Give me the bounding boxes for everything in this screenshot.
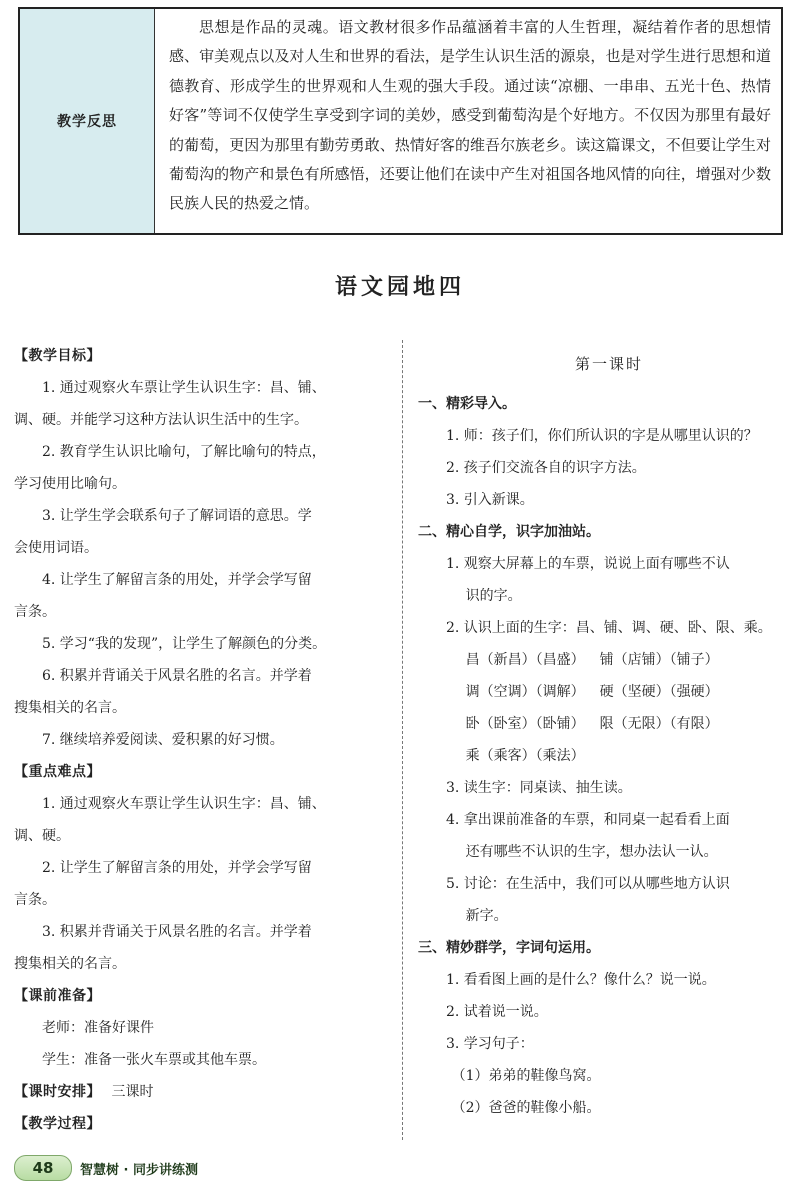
step-line: 3. 引入新课。 (446, 492, 534, 508)
word-entry: 卧（卧室）（卧铺） (465, 716, 585, 732)
lesson-title: 第一课时 (574, 355, 643, 373)
reflection-paragraph (169, 13, 771, 219)
step-line: 新字。 (465, 908, 508, 924)
column-divider (402, 340, 403, 1140)
key-line: 1. 通过观察火车票让学生认识生字：昌、铺、 (42, 796, 326, 812)
section-heading-key: 【重点难点】 (14, 764, 101, 780)
step-line: 2. 试着说一说。 (446, 1004, 548, 1020)
word-row (418, 676, 788, 708)
key-line: 言条。 (14, 892, 56, 908)
step-line: 还有哪些不认识的生字，想办法认一认。 (465, 844, 718, 860)
goal-line: 5. 学习“我的发现”，让学生了解颜色的分类。 (42, 636, 327, 652)
section-heading-prep: 【课前准备】 (14, 988, 101, 1004)
goal-line: 会使用词语。 (14, 540, 98, 556)
left-column (14, 340, 388, 1140)
schedule-row (14, 1076, 388, 1108)
step-line: 1. 看看图上画的是什么？像什么？说一说。 (446, 972, 716, 988)
step-line: 识的字。 (465, 588, 522, 604)
reflection-line: 产生对祖国各地风情的向往，增强对少数民族人民的热爱之情。 (169, 165, 771, 213)
section-heading-schedule: 【课时安排】 (14, 1084, 101, 1100)
section-heading-goals: 【教学目标】 (14, 348, 101, 364)
step-line: 3. 读生字：同桌读、抽生读。 (446, 780, 632, 796)
step-heading-1: 一、精彩导入。 (418, 396, 516, 412)
page-number: 48 (14, 1155, 72, 1181)
reflection-text (155, 9, 781, 233)
goal-line: 调、硬。并能学习这种方法认识生活中的生字。 (14, 412, 308, 428)
word-entry: 硬（坚硬）（强硬） (599, 684, 719, 700)
goal-line: 搜集相关的名言。 (14, 700, 126, 716)
goal-line: 学习使用比喻句。 (14, 476, 126, 492)
reflection-label: 教学反思 (20, 9, 155, 233)
step-line: 1. 观察大屏幕上的车票，说说上面有哪些不认 (446, 556, 730, 572)
key-line: 3. 积累并背诵关于风景名胜的名言。并学着 (42, 924, 312, 940)
key-line: 2. 让学生了解留言条的用处，并学会学写留 (42, 860, 312, 876)
word-row (418, 644, 788, 676)
step-line: 4. 拿出课前准备的车票，和同桌一起看看上面 (446, 812, 730, 828)
step-heading-2: 二、精心自学，识字加油站。 (418, 524, 600, 540)
step-heading-3: 三、精妙群学，字词句运用。 (418, 940, 600, 956)
goal-line: 1. 通过观察火车票让学生认识生字：昌、铺、 (42, 380, 326, 396)
step-line: 2. 认识上面的生字：昌、铺、调、硬、卧、限、乘。 (446, 620, 772, 636)
schedule-value: 三课时 (111, 1084, 154, 1100)
page-title: 语文园地四 (334, 274, 465, 300)
right-column (418, 340, 788, 1124)
word-entry: 限（无限）（有限） (599, 716, 719, 732)
word-entry: 乘（乘客）（乘法） (465, 748, 585, 764)
sentence-line: （2）爸爸的鞋像小船。 (451, 1100, 601, 1116)
word-row (418, 708, 788, 740)
step-line: 5. 讨论：在生活中，我们可以从哪些地方认识 (446, 876, 730, 892)
reflection-line: 思想情感、审美观点以及对人生和世界的看法，是学生认识生活的源泉，也是对学生 (169, 18, 771, 66)
reflection-line: 方。不仅因为那里有最好的葡萄，更因为那里有勤劳勇敢、热情好客的维吾尔族老 (169, 106, 771, 154)
prep-line: 老师：准备好课件 (42, 1020, 154, 1036)
reflection-table (18, 7, 783, 235)
goal-line: 言条。 (14, 604, 56, 620)
reflection-line: 串、五光十色、热情好客”等词不仅使学生享受到字词的美妙，感受到葡萄沟是个好地 (169, 76, 771, 125)
book-title: 智慧树 · 同步讲练测 (80, 1162, 198, 1178)
step-line: 2. 孩子们交流各自的识字方法。 (446, 460, 646, 476)
key-line: 搜集相关的名言。 (14, 956, 126, 972)
goal-line: 3. 让学生学会联系句子了解词语的意思。学 (42, 508, 312, 524)
goal-line: 2. 教育学生认识比喻句，了解比喻句的特点， (42, 444, 326, 460)
goal-line: 7. 继续培养爱阅读、爱积累的好习惯。 (42, 732, 284, 748)
prep-line: 学生：准备一张火车票或其他车票。 (42, 1052, 266, 1068)
word-row (418, 740, 788, 772)
step-line: 3. 学习句子： (446, 1036, 534, 1052)
key-line: 调、硬。 (14, 828, 70, 844)
goal-line: 4. 让学生了解留言条的用处，并学会学写留 (42, 572, 312, 588)
reflection-line: 进行思想和道德教育、形成学生的世界观和人生观的强大手段。通过读“凉棚、一串 (169, 47, 771, 95)
step-line: 1. 师：孩子们，你们所认识的字是从哪里认识的？ (446, 428, 758, 444)
reflection-line: 思想是作品的灵魂。语文教材很多作品蕴涵着丰富的人生哲理，凝结着作者的 (199, 18, 726, 36)
reflection-line: 乡。读这篇课文，不但要让学生对葡萄沟的物产和景色有所感悟，还要让他们在读中 (169, 135, 771, 184)
word-entry: 铺（店铺）（铺子） (599, 652, 719, 668)
section-heading-process: 【教学过程】 (14, 1116, 101, 1132)
page-footer (14, 1150, 374, 1186)
goal-line: 6. 积累并背诵关于风景名胜的名言。并学着 (42, 668, 312, 684)
sentence-line: （1）弟弟的鞋像鸟窝。 (451, 1068, 601, 1084)
word-entry: 昌（新昌）（昌盛） (465, 652, 585, 668)
word-entry: 调（空调）（调解） (465, 684, 585, 700)
